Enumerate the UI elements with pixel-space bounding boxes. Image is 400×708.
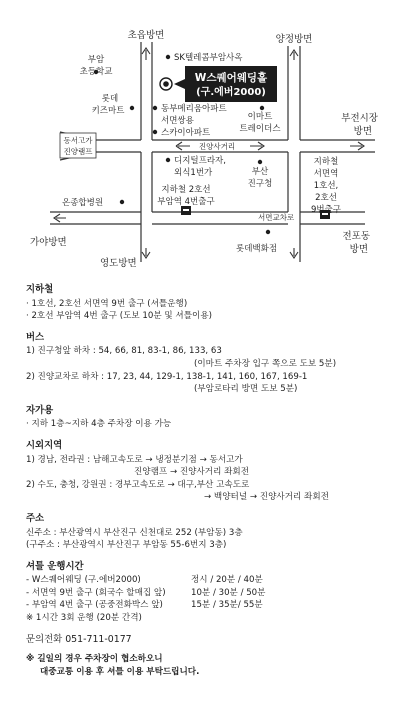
landmark-buam-school-2: 초등학교	[79, 67, 113, 77]
car-title: 자가용	[26, 404, 54, 416]
shuttle-note: ※ 1시간 3회 운행 (20분 간격)	[26, 613, 142, 624]
landmark-dongbu-meriol: 동부메리움아파트	[161, 104, 227, 114]
subway-icon	[181, 206, 191, 215]
subway-line-2: · 2호선 부암역 4번 출구 (도보 10분 및 셔틀이용)	[26, 311, 212, 322]
notice-line-2: 대중교통 이용 후 셔틀 이용 부탁드립니다.	[40, 666, 200, 677]
landmark-dongseo-expressway-1: 동서고가	[63, 136, 93, 145]
shuttle-place: - 부암역 4번 출구 (공중전화박스 앞)	[26, 600, 163, 611]
direction-jeonpo-2: 방면	[349, 244, 368, 255]
bus-title: 버스	[26, 331, 45, 343]
car-line-1: · 지하 1층~지하 4층 주차장 이용 가능	[26, 419, 172, 430]
directions-info	[26, 284, 386, 678]
direction-bujeon-2: 방면	[353, 126, 372, 137]
venue-pointer-icon	[174, 79, 185, 89]
shuttle-row	[26, 574, 386, 587]
landmark-lotte-kids-2: 키즈마트	[91, 106, 125, 116]
road-jinyang-crossroad: 진양사거리	[198, 142, 236, 151]
landmark-sk-telecom: SK텔레콤부암사옥	[174, 53, 243, 63]
bus-line-3: 2) 진양교차로 하차 : 17, 23, 44, 129-1, 138-1, 141, 160, 167, 169-1	[26, 371, 308, 382]
direction-jeonpo-1: 전포동	[342, 231, 370, 242]
landmark-dongseo-expressway-2: 진양램프	[63, 147, 93, 156]
landmark-subway-seomyeon-2: 서면역	[313, 169, 339, 179]
address-line-2: (구주소 : 부산광역시 부산진구 부암동 55-6번지 3층)	[26, 540, 227, 551]
outside-line-4: → 백양터널 → 진양사거리 좌회전	[204, 492, 329, 503]
bus-line-4: (부암로타리 방면 도보 5분)	[194, 384, 298, 395]
notice-line-1: ※ 길일의 경우 주차장이 협소하오니	[26, 654, 163, 665]
landmark-subway-seomyeon-4: 2호선	[315, 193, 337, 203]
address-line-1: 신주소 : 부산광역시 부산진구 신천대로 252 (부암동) 3층	[26, 527, 243, 538]
outside-line-1: 1) 경남, 전라권 : 남해고속도로 → 냉정분기점 → 동서고가	[26, 454, 243, 465]
venue-former-name: (구.에버2000)	[196, 87, 266, 98]
outside-line-3: 2) 수도, 충청, 강원권 : 경부고속도로 → 대구,부산 고속도로	[26, 479, 250, 490]
shuttle-title: 셔틀 운행시간	[26, 560, 84, 572]
bus-line-2: (이마트 주차장 입구 쪽으로 도보 5분)	[194, 358, 337, 369]
landmark-buam-school-1: 부암	[87, 55, 105, 65]
landmark-subway-seomyeon-3: 1호선,	[313, 181, 339, 191]
direction-bujeon-1: 부전시장	[341, 113, 378, 124]
landmark-digital-plaza-1: 디지털프라자,	[174, 156, 226, 166]
shuttle-row	[26, 599, 386, 612]
shuttle-place: - W스퀘어웨딩 (구.에버2000)	[26, 575, 141, 586]
landmark-lotte-dept: 롯데백화점	[236, 244, 278, 254]
landmark-sky-apt: 스카이아파트	[161, 128, 211, 138]
landmark-emart-1: 이마트	[247, 112, 273, 122]
landmark-emart-2: 트레이더스	[239, 124, 281, 134]
outside-title: 시외지역	[26, 439, 63, 451]
direction-gaya: 가야방면	[30, 237, 67, 248]
landmark-seomyeon-ssangyong: 서면쌍용	[161, 116, 194, 126]
landmark-lotte-kids-1: 롯데	[101, 94, 119, 104]
contact-phone: 문의전화 051-711-0177	[26, 633, 132, 645]
landmark-subway-seomyeon-5: 9번출구	[310, 205, 342, 215]
landmark-digital-plaza-2: 외식1번가	[174, 168, 213, 178]
direction-yangjeong: 양정방면	[275, 34, 313, 45]
direction-yeongdo: 영도방면	[100, 258, 137, 269]
landmark-busanjin-office-1: 부산	[251, 167, 269, 177]
venue-name: W스퀘어웨딩홀	[194, 72, 268, 84]
bus-line-1: 1) 진구청앞 하차 : 54, 66, 81, 83-1, 86, 133, 63	[26, 346, 222, 357]
shuttle-row	[26, 587, 386, 600]
address-title: 주소	[26, 512, 45, 524]
subway-line-1: · 1호선, 2호선 서면역 9번 출구 (셔틀운행)	[26, 298, 188, 309]
shuttle-place: - 서면역 9번 출구 (회국수 할매집 앞)	[26, 587, 166, 598]
landmark-subway-buam-1: 지하철 2호선	[161, 185, 211, 195]
direction-choeup: 초읍방면	[127, 30, 165, 41]
landmark-busanjin-office-2: 진구청	[247, 179, 273, 189]
outside-line-2: 진양램프 → 진양사거리 좌회전	[134, 467, 250, 478]
landmark-onjong-hospital: 온종합병원	[62, 198, 104, 208]
landmark-subway-seomyeon-1: 지하철	[313, 157, 339, 167]
subway-title: 지하철	[26, 284, 54, 295]
shuttle-times: 정시 / 20분 / 40분	[191, 575, 263, 586]
shuttle-times: 10분 / 30분 / 50분	[191, 587, 266, 598]
location-map	[0, 0, 400, 282]
landmark-subway-buam-2: 부암역 4번출구	[157, 197, 215, 207]
shuttle-times: 15분 / 35분/ 55분	[191, 600, 263, 611]
road-seomyeon-crossroad: 서면교차로	[258, 213, 295, 222]
